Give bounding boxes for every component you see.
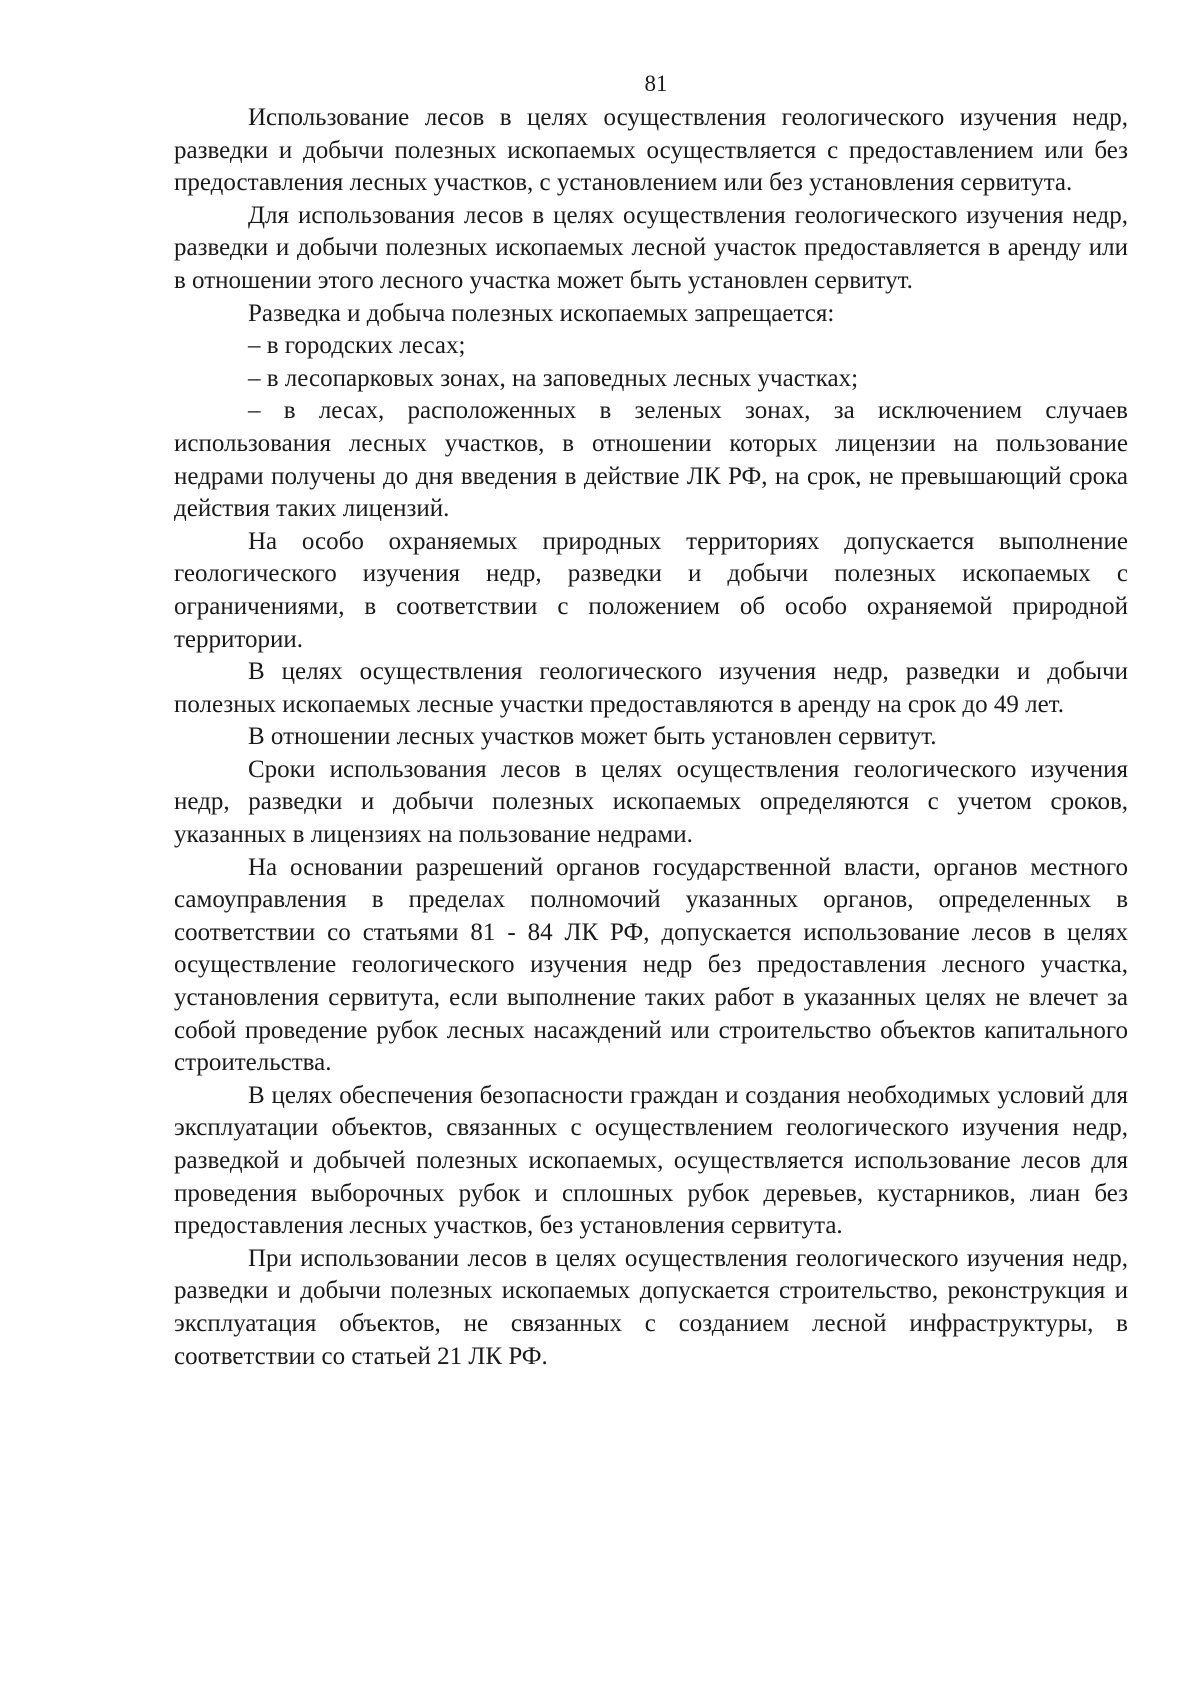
page-number: 81 — [644, 71, 668, 96]
list-item: – в лесопарковых зонах, на заповедных лесных участках; — [248, 364, 859, 392]
paragraph: В отношении лесных участков может быть установлен сервитут. — [248, 723, 937, 751]
paragraph: На основании разрешений органов государственной власти, органов местного самоуправления в пределах полномочий указанных органов, определенных в соответствии со статьями 81 - 84 ЛК РФ, допускается использование лесов в целях осуществление геологического изучения недр без предоставления лесного участка, установления сервитута, если выполнение таких работ в указанных целях не влечет за собой проведение рубок лесных насаждений или строительство объектов капитального строительства. — [174, 853, 1128, 1077]
list-item: – в городских лесах; — [248, 332, 466, 360]
paragraph: В целях осуществления геологического изучения недр, разведки и добычи полезных ископаемых лесные участки предоставляются в аренду на срок до 49 лет. — [174, 658, 1128, 718]
paragraph: Для использования лесов в целях осуществления геологического изучения недр, разведки и добычи полезных ископаемых лесной участок предоставляется в аренду или в отношении этого лесного участка может быть установлен сервитут. — [174, 201, 1128, 294]
paragraph: Использование лесов в целях осуществления геологического изучения недр, разведки и добычи полезных ископаемых осуществляется с предоставлением или без предоставления лесных участков, с установлением или без установления сервитута. — [174, 104, 1128, 197]
paragraph: Разведка и добыча полезных ископаемых запрещается: — [248, 299, 835, 327]
paragraph: На особо охраняемых природных территориях допускается выполнение геологического изучения недр, разведки и добычи полезных ископаемых с ограничениями, в соответствии с положением об особо охраняемой природной территории. — [174, 527, 1128, 653]
paragraph: Сроки использования лесов в целях осуществления геологического изучения недр, разведки и добычи полезных ископаемых определяются с учетом сроков, указанных в лицензиях на пользование недрами. — [174, 755, 1128, 849]
paragraph: При использовании лесов в целях осуществления геологического изучения недр, разведки и добычи полезных ископаемых допускается строительство, реконструкция и эксплуатация объектов, не связанных с созданием лесной инфраструктуры, в соответствии со статьей 21 ЛК РФ. — [174, 1244, 1128, 1370]
document-page — [174, 68, 1128, 1373]
list-item: – в лесах, расположенных в зеленых зонах, за исключением случаев использования лесных участков, в отношении которых лицензии на пользование недрами получены до дня введения в действие ЛК РФ, на срок, не превышающий срока действия таких лицензий. — [174, 397, 1128, 523]
paragraph: В целях обеспечения безопасности граждан и создания необходимых условий для эксплуатации объектов, связанных с осуществлением геологического изучения недр, разведкой и добычей полезных ископаемых, осуществляется использование лесов для проведения выборочных рубок и сплошных рубок деревьев, кустарников, лиан без предоставления лесных участков, без установления сервитута. — [174, 1081, 1128, 1240]
